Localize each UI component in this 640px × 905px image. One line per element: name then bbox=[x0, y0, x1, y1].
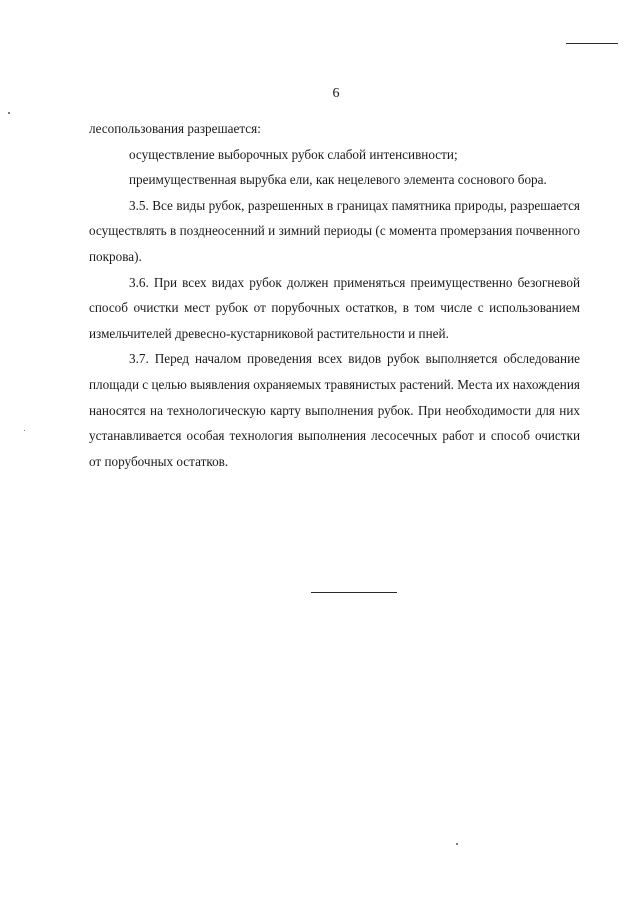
paragraph-3-7: 3.7. Перед началом проведения всех видов рубок выполняется обследование площади с целью выявления охраняемых травянистых растений. Места их нахождения наносятся на технологическую карту выполнения рубок. При необходимости для них устанавливается особая технология выполнения лесосечных работ и способ очистки от порубочных остатков. bbox=[89, 351, 580, 469]
page-number: 6 bbox=[332, 86, 340, 101]
scan-speck bbox=[24, 430, 25, 431]
body-text bbox=[89, 116, 580, 474]
top-right-rule bbox=[566, 43, 618, 44]
scan-speck bbox=[456, 843, 458, 845]
scan-speck bbox=[8, 112, 10, 114]
end-of-text-rule bbox=[311, 592, 397, 593]
paragraph-spruce-removal: преимущественная вырубка ели, как нецелевого элемента соснового бора. bbox=[129, 172, 547, 188]
paragraph-3-5: 3.5. Все виды рубок, разрешенных в границах памятника природы, разрешается осуществлять в позднеосенний и зимний периоды (с момента промерзания почвенного покрова). bbox=[89, 197, 580, 264]
paragraph-3-6: 3.6. При всех видах рубок должен применяться преимущественно безогневой способ очистки мест рубок от порубочных остатков, в том числе с использованием измельчителей древесно-кустарниковой растительности и пней. bbox=[89, 274, 580, 341]
paragraph-selective-cutting: осуществление выборочных рубок слабой интенсивности; bbox=[129, 146, 458, 162]
paragraph-continuation: лесопользования разрешается: bbox=[89, 121, 261, 136]
